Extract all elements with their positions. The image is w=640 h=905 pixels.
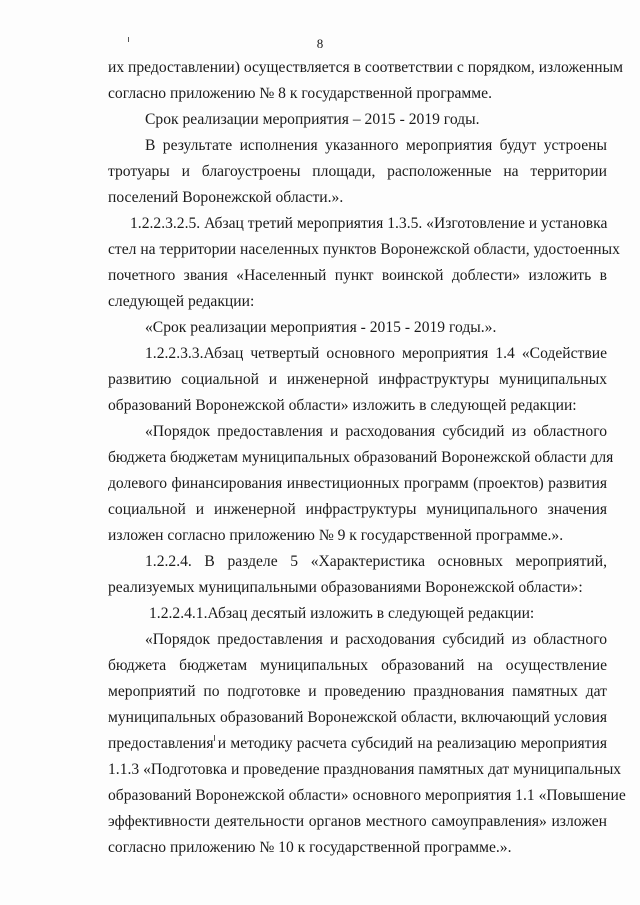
page-number: 8 xyxy=(316,36,324,51)
text-line: долевого финансирования инвестиционных программ (проектов) развития xyxy=(108,475,607,492)
text-line: развитию социальной и инженерной инфраструктуры муниципальных xyxy=(108,371,607,388)
text-line: стел на территории населенных пунктов Воронежской области, удостоенных xyxy=(108,241,620,258)
paragraph-1-2-2-3-3 xyxy=(108,341,607,419)
text-line: Срок реализации мероприятия – 2015 - 2019 годы. xyxy=(145,111,480,128)
paragraph-implementation-period xyxy=(108,107,607,133)
text-line: «Срок реализации мероприятия - 2015 - 2019 годы.». xyxy=(145,319,497,336)
paragraph-quoted-period xyxy=(108,315,607,341)
paragraph-subsidy-order-9 xyxy=(108,419,614,549)
paragraph-result xyxy=(108,133,607,211)
document-body xyxy=(108,55,626,861)
text-line: В результате исполнения указанного мероприятия будут устроены xyxy=(145,137,607,154)
text-line: согласно приложению № 10 к государственной программе.». xyxy=(108,839,512,856)
text-line: поселений Воронежской области.». xyxy=(108,189,344,206)
text-line: 1.2.2.4.1.Абзац десятый изложить в следующей редакции: xyxy=(149,605,535,622)
paragraph-1-2-2-3-2-5 xyxy=(108,211,620,315)
text-line: их предоставлении) осуществляется в соответствии с порядком, изложенным xyxy=(108,59,623,76)
text-line: социальной и инженерной инфраструктуры муниципального значения xyxy=(108,501,607,518)
text-line: образований Воронежской области» изложить в следующей редакции: xyxy=(108,397,577,414)
text-line: изложен согласно приложению № 9 к государственной программе.». xyxy=(108,527,564,544)
paragraph-subsidy-order-10 xyxy=(108,627,626,861)
text-line: следующей редакции: xyxy=(108,293,255,310)
text-line: муниципальных образований Воронежской области, включающий условия xyxy=(108,709,607,726)
text-line: согласно приложению № 8 к государственной программе. xyxy=(108,85,492,102)
paragraph-1-2-2-4-1 xyxy=(108,601,607,627)
text-line: «Порядок предоставления и расходования субсидий из областного xyxy=(145,423,607,440)
text-line: 1.1.3 «Подготовка и проведение празднования памятных дат муниципальных xyxy=(108,761,622,778)
text-line: предоставления и методику расчета субсидий на реализацию мероприятия xyxy=(108,735,607,752)
text-line: 1.2.2.3.3.Абзац четвертый основного мероприятия 1.4 «Содействие xyxy=(145,345,607,362)
text-line: 1.2.2.4. В разделе 5 «Характеристика основных мероприятий, xyxy=(145,553,607,570)
text-line: мероприятий по подготовке и проведению празднования памятных дат xyxy=(108,683,607,700)
text-line: тротуары и благоустроены площади, расположенные на территории xyxy=(108,163,607,180)
text-line: эффективности деятельности органов местного самоуправления» изложен xyxy=(108,813,607,830)
text-line: «Порядок предоставления и расходования субсидий из областного xyxy=(145,631,607,648)
text-line: почетного звания «Населенный пункт воинской доблести» изложить в xyxy=(108,267,607,284)
text-line: бюджета бюджетам муниципальных образований Воронежской области для xyxy=(108,449,614,466)
text-line: реализуемых муниципальными образованиями Воронежской области»: xyxy=(108,579,583,596)
paragraph-continuation xyxy=(108,55,623,107)
text-line: бюджета бюджетам муниципальных образований на осуществление xyxy=(108,657,607,674)
paragraph-1-2-2-4 xyxy=(108,549,607,601)
text-line: образований Воронежской области» основного мероприятия 1.1 «Повышение xyxy=(108,787,626,804)
text-line: 1.2.2.3.2.5. Абзац третий мероприятия 1.3.5. «Изготовление и установка xyxy=(130,215,608,232)
